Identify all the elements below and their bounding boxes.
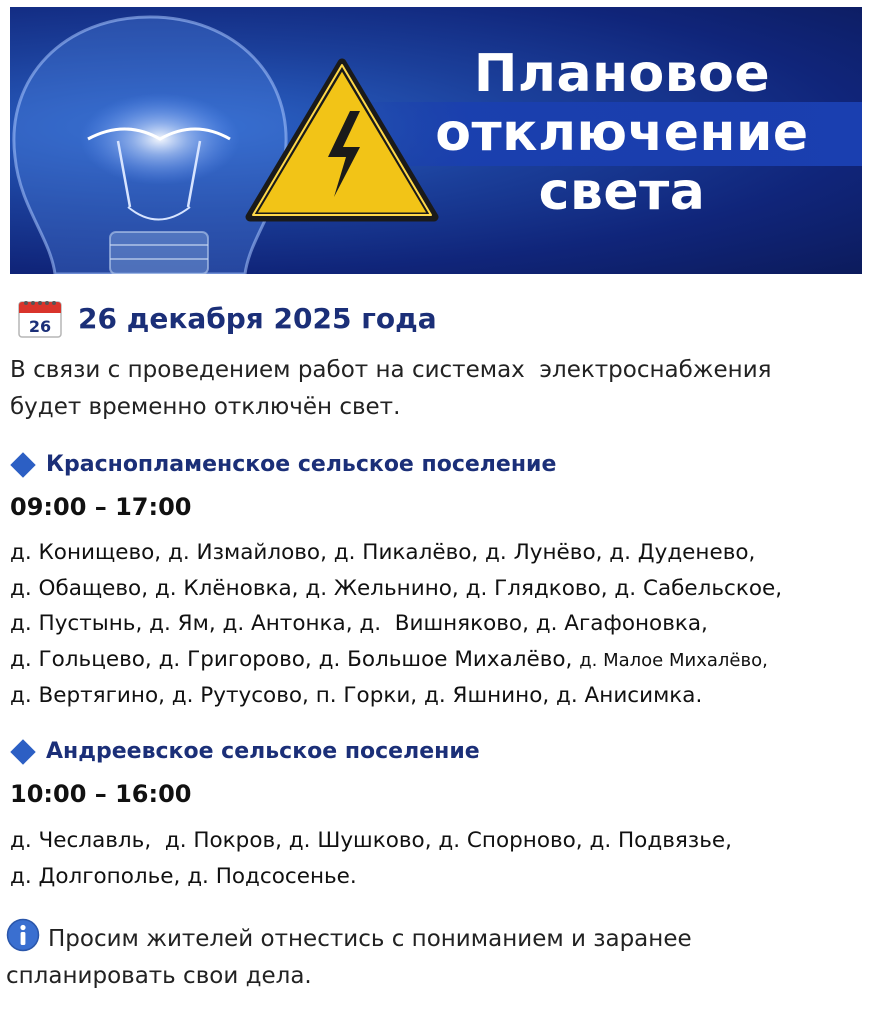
- section-name: Краснопламенское сельское поселение: [46, 452, 557, 477]
- list-item-part-small: д. Малое Михалёво,: [579, 649, 768, 671]
- note-line-1: Просим жителей отнестись с пониманием и заранее: [48, 926, 692, 952]
- list-item-part: д. Гольцево, д. Григорово, д. Большое Михалёво,: [10, 646, 573, 672]
- settlement-list: [10, 535, 860, 714]
- list-item: д. Чеславль, д. Покров, д. Шушково, д. Спорново, д. Подвязье,: [10, 828, 732, 853]
- section-heading-andreevskoe: [10, 739, 480, 764]
- list-item: д. Вертягино, д. Рутусово, п. Горки, д. Яшнино, д. Анисимка.: [10, 683, 703, 708]
- info-icon: [6, 918, 40, 952]
- date-text: 26 декабря 2025 года: [78, 301, 437, 335]
- list-item: д. Пустынь, д. Ям, д. Антонка, д. Вишняково, д. Агафоновка,: [10, 611, 708, 636]
- calendar-day: 26: [28, 317, 52, 336]
- list-item: [10, 642, 860, 679]
- lightbulb-icon: [14, 17, 286, 274]
- section-time: 09:00 – 17:00: [10, 493, 192, 521]
- list-item: д. Конищево, д. Измайлово, д. Пикалёво, д. Лунёво, д. Дуденево,: [10, 540, 756, 565]
- date-row: [18, 296, 437, 340]
- banner-title: [402, 45, 842, 222]
- list-item: д. Долгополье, д. Подсосенье.: [10, 863, 357, 889]
- section-time: 10:00 – 16:00: [10, 780, 192, 808]
- diamond-bullet-icon: [10, 452, 35, 477]
- calendar-icon: [18, 298, 62, 338]
- intro-text: [10, 352, 860, 426]
- intro-line-1: В связи с проведением работ на системах электроснабжения: [10, 357, 772, 383]
- section-name: Андреевское сельское поселение: [46, 739, 480, 764]
- banner-title-line-1: Плановое: [473, 44, 771, 104]
- banner-title-line-3: света: [538, 162, 706, 222]
- diamond-bullet-icon: [10, 739, 35, 764]
- banner-title-line-2: отключение: [435, 103, 809, 163]
- intro-line-2: будет временно отключён свет.: [10, 394, 401, 420]
- note: [6, 918, 856, 995]
- section-heading-krasnoplamenskoe: [10, 452, 556, 477]
- list-item: д. Обащево, д. Клёновка, д. Жельнино, д. Глядково, д. Сабельское,: [10, 575, 783, 601]
- banner: [10, 7, 862, 274]
- settlement-list: [10, 823, 860, 894]
- note-line-2: спланировать свои дела.: [6, 963, 312, 989]
